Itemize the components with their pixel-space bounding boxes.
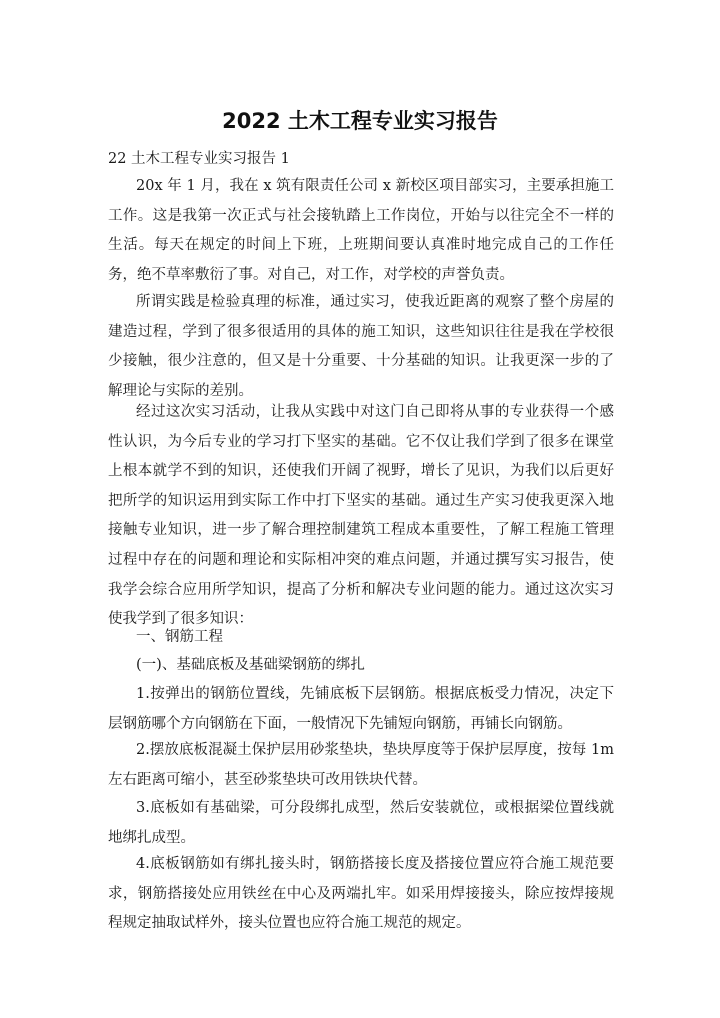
paragraph-1	[108, 172, 614, 290]
paragraph-line: 使我学到了很多知识：	[108, 611, 253, 628]
list-item-2	[108, 736, 614, 795]
list-item-line: 程规定抽取试样外，接头位置也应符合施工规范的规定。	[108, 915, 471, 932]
document-title: 2022 土木工程专业实习报告	[222, 109, 498, 133]
paragraph-line: 20x 年 1 月，我在 x 筑有限责任公司 x 新校区项目部实习，主要承担施工	[136, 178, 614, 194]
paragraph-line: 所谓实践是检验真理的标准，通过实习，使我近距离的观察了整个房屋的	[136, 294, 614, 310]
list-item-line: 4.底板钢筋如有绑扎接头时，钢筋搭接长度及搭接位置应符合施工规范要	[136, 856, 614, 872]
paragraph-line: 生活。每天在规定的时间上下班，上班期间要认真准时地完成自己的工作任	[108, 237, 614, 254]
paragraph-3	[108, 398, 614, 635]
list-item-line: 左右距离可缩小，甚至砂浆垫块可改用铁块代替。	[108, 771, 427, 788]
paragraph-2	[108, 288, 614, 406]
paragraph-line: 接触专业知识，进一步了解合理控制建筑工程成本重要性，了解工程施工管理	[108, 522, 614, 539]
paragraph-line: 性认识，为今后专业的学习打下坚实的基础。它不仅让我们学到了很多在课堂	[108, 433, 614, 450]
paragraph-line: 过程中存在的问题和理论和实际相冲突的难点问题，并通过撰写实习报告，使	[108, 551, 614, 568]
paragraph-line: 建造过程，学到了很多很适用的具体的施工知识，这些知识往往是我在学校很	[108, 323, 614, 340]
subsection-heading: (一)、基础底板及基础梁钢筋的绑扎	[136, 657, 365, 673]
paragraph-line: 务，绝不草率敷衍了事。对自己，对工作，对学校的声誉负责。	[108, 266, 514, 283]
paragraph-line: 少接触，很少注意的，但又是十分重要、十分基础的知识。让我更深一步的了	[108, 353, 614, 370]
list-item-line: 地绑扎成型。	[108, 829, 195, 846]
paragraph-line: 工作。这是我第一次正式与社会接轨踏上工作岗位，开始与以往完全不一样的	[108, 207, 614, 224]
paragraph-line: 把所学的知识运用到实际工作中打下坚实的基础。通过生产实习使我更深入地	[108, 492, 614, 509]
paragraph-line: 上根本就学不到的知识，还使我们开阔了视野，增长了见识，为我们以后更好	[108, 463, 614, 480]
list-item-line: 求，钢筋搭接处应用铁丝在中心及两端扎牢。如采用焊接接头，除应按焊接规	[108, 885, 614, 902]
paragraph-line: 解理论与实际的差别。	[108, 382, 253, 399]
paragraph-line: 我学会综合应用所学知识，提高了分析和解决专业问题的能力。通过这次实习	[108, 581, 614, 598]
list-item-line: 2.摆放底板混凝土保护层用砂浆垫块，垫块厚度等于保护层厚度，按每 1m	[136, 742, 614, 758]
document-subtitle: 22 土木工程专业实习报告 1	[108, 151, 290, 167]
list-item-4	[108, 850, 614, 939]
list-item-line: 层钢筋哪个方向钢筋在下面，一般情况下先铺短向钢筋，再铺长向钢筋。	[108, 715, 572, 732]
paragraph-line: 经过这次实习活动，让我从实践中对这门自己即将从事的专业获得一个感	[136, 404, 614, 420]
list-item-line: 1.按弹出的钢筋位置线，先铺底板下层钢筋。根据底板受力情况，决定下	[136, 686, 614, 702]
list-item-3	[108, 794, 614, 853]
section-heading: 一、钢筋工程	[136, 629, 223, 645]
list-item-line: 3.底板如有基础梁，可分段绑扎成型，然后安装就位，或根据梁位置线就	[136, 800, 614, 816]
list-item-1	[108, 680, 614, 739]
